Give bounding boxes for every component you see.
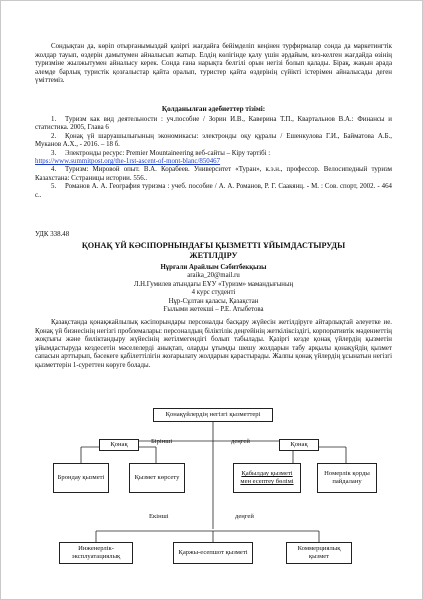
author-name: Нұрғали Арайлым Сәбитбекқызы: [160, 264, 267, 271]
author-supervisor: Ғылыми жетекші – Р.Е. Атыбетова: [163, 306, 264, 314]
diagram-box-service: Қызмет көрсету: [129, 463, 185, 493]
diagram-box-commercial: Коммерциялық қызмет: [286, 542, 352, 564]
diagram-second-label: Екінші: [149, 513, 169, 520]
diagram-first-label: Бірінші: [151, 438, 173, 445]
intro-paragraph: Сондықтан да, көріп отырғанымыздай қазіргі жағдайға бейімделіп кеңінен турфирмалар сонда да маркетингтік жолдар тауып, өздерін дамытумен айналысып жатыр. Елдің көлігінде қалу үшін әрдайым, кез-келген жағдайда өзінің туризміне жылжытумен айналысу керек. Сонда ғана нарықта белгілі орын негізі болып қалады. Бірақ, жақын арада әлемде барлық туристік қозғалыстар қайта оралып, туристер қайта өздерінің сүйікті істерімен айналысады деген үміттеміз.: [35, 43, 392, 85]
article-title: ҚОНАҚ ҮЙ КӘСІПОРНЫНДАҒЫ ҚЫЗМЕТТІ ҰЙЫМДАСТЫРУДЫ ЖЕТІЛДІРУ: [81, 241, 346, 260]
diagram-degree-label: деңгей: [231, 438, 250, 445]
author-city: Нұр-Сұлтан қаласы, Қазақстан: [168, 297, 259, 305]
reference-item: 3. Электронды ресурс: Premier Mountaineering веб-сайты – Кіру тәртібі : https://www.summitpost.org/the-1rst-ascent-of-mont-blanc/850467: [35, 149, 271, 166]
reference-item: 4. Туризм: Мировой опыт. В.А. Корабеев. Университет «Туран», к.э.н., профессор. Велосипедный туризм Казахстана: Сстраницы истории. 556..: [35, 166, 392, 182]
reference-link[interactable]: https://www.summitpost.org/the-1rst-ascent-of-mont-blanc/850467: [35, 158, 221, 166]
udk-code: УДК 338.48: [35, 231, 70, 238]
diagram-box-engineering: Инженерлік-эксплуатациялық: [59, 542, 133, 564]
diagram-box-booking: Брондау қызметі: [53, 463, 109, 493]
references-list: [35, 116, 392, 200]
author-email[interactable]: araika_20@mail.ru: [187, 272, 240, 280]
diagram-top-box: Қонақүйлердің негізгі қызметтері: [153, 408, 273, 422]
author-block: [35, 264, 392, 314]
author-course: 4 курс студенті: [191, 289, 236, 297]
diagram-box-reception: Қабылдау қызметі мен есептеу бөлімі: [233, 463, 301, 493]
diagram-guest-box-left: Қонақ: [99, 439, 139, 451]
diagram-degree-label-2: деңгей: [235, 513, 254, 520]
diagram-box-finance: Қаржы-есепшот қызметі: [173, 542, 253, 564]
diagram-guest-box-right: Қонақ: [279, 439, 319, 451]
diagram-box-room-fund: Номерлік қорды пайдалану: [317, 463, 377, 493]
body-paragraph: Қазақстанда қонақжайлылық кәсіпорындары персоналды басқару жүйесін жетілдіруге айтарлықтай әлеуетке ие. Қонақ үй бизнесінің негізгі проблемалары: персоналдың біліктілік деңгейінің жеткіліксіздігі, корпоративтік мәдениеттің жоқтығы және биліктандыру жүйесінің жетілмегендігі болып табылады. Қазіргі кезде қонақ үйлердің қызметін ұйымдастыруда кездесетін мәселелерді анықтап, оларды ұтымды шешу жолдарын табу арқылы қонақүйдің қызмет сапасын арттырып, бәсекеге қабілеттілігін жоғарылату жолдарын қарастырады. Жалпы қонақ үйлердің ұсынатын негізгі қызметтерін 1-суреттен көруге болады.: [35, 319, 392, 369]
references-title: Қолданылған әдебиеттер тізімі:: [161, 105, 266, 113]
reference-item: 1. Туризм как вид деятельности : уч.пособие / Зорин И.В., Каверина Т.П., Квартальнов В.А.: Финансы и статистика. 2005, Глава 6: [35, 116, 392, 132]
author-affiliation: Л.Н.Гумилев атындағы ЕҰУ «Туризм» мамандығының: [133, 280, 294, 288]
reference-item: 5. Романов А. А. География туризма : учеб. пособие / А. А. Романов, Р. Г. Саакянц. - М. : Сов. спорт, 2002. - 464 с..: [35, 183, 392, 199]
reference-item: 2. Қонақ үй шаруашылығының экономикасы: электронды оқу құралы / Ешенкулова Г.И., Байматова А.Б., Муканов А.Х., - 2016. – 18 б.: [35, 132, 392, 149]
